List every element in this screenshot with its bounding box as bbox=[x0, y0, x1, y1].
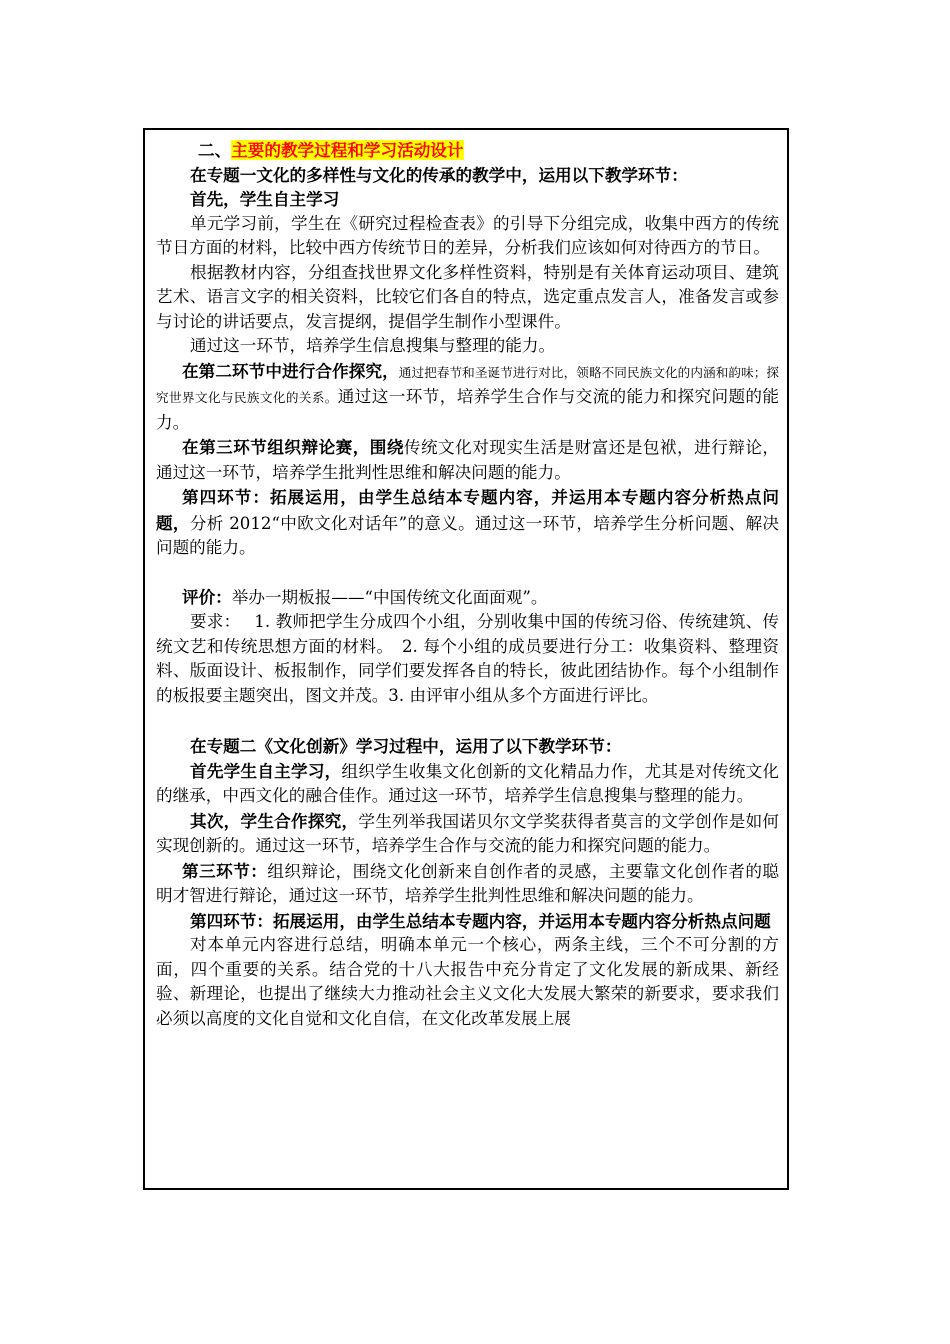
topic1-step1-paragraph-3: 通过这一环节，培养学生信息搜集与整理的能力。 bbox=[190, 336, 556, 355]
spacer bbox=[156, 708, 779, 734]
spacer bbox=[156, 561, 779, 585]
topic1-step4-rest: 分析 2012“中欧文化对话年”的意义。通过这一环节，培养学生分析问题、解决问题的能力。 bbox=[156, 513, 779, 557]
section-title bbox=[156, 138, 779, 163]
section-title-highlight: 主要的教学过程和学习活动设计 bbox=[231, 140, 464, 160]
topic1-step1-paragraph-2: 根据教材内容，分组查找世界文化多样性资料，特别是有关体育运动项目、建筑艺术、语言文字的相关资料，比较它们各自的特点，选定重点发言人，准备发言或参与讨论的讲话要点，发言提纲，提倡学生制作小型课件。 bbox=[156, 262, 779, 331]
section-number: 二、 bbox=[198, 140, 232, 160]
evaluation-text: 举办一期板报——“中国传统文化面面观”。 bbox=[231, 587, 548, 607]
topic1-step2-paragraph bbox=[156, 359, 779, 436]
topic2-step2-paragraph bbox=[156, 809, 779, 859]
topic2-step1-paragraph bbox=[156, 759, 779, 809]
requirements-paragraph: 要求： 1. 教师把学生分成四个小组，分别收集中国的传统习俗、传统建筑、传统文艺和传统思想方面的材料。 2. 每个小组的成员要进行分工：收集资料、整理资料、版面设计、板报制作，同学们要发挥各自的特长，彼此团结协作。每个小组制作的板报要主题突出，图文并茂。3. 由评审小组从多个方面进行评比。 bbox=[156, 612, 779, 705]
topic2-step3-rest: 组织辩论，围绕文化创新来自创作者的灵感，主要靠文化创作者的聪明才智进行辩论，通过这一环节，培养学生批判性思维和解决问题的能力。 bbox=[156, 861, 780, 905]
topic2-step2-heading: 其次，学生合作探究， bbox=[190, 810, 359, 831]
topic1-step2-rest: 通过这一环节，培养学生合作与交流的能力和探究问题的能力。 bbox=[156, 387, 780, 432]
topic1-step3-rest: 传统文化对现实生活是财富还是包袱，进行辩论，通过这一环节，培养学生批判性思维和解决问题的能力。 bbox=[156, 438, 780, 482]
topic2-step3-paragraph bbox=[156, 859, 779, 909]
topic1-step1-heading: 首先，学生自主学习 bbox=[190, 189, 340, 209]
topic2-intro: 在专题二《文化创新》学习过程中，运用了以下教学环节： bbox=[190, 736, 622, 756]
evaluation-label: 评价： bbox=[182, 586, 232, 607]
evaluation-paragraph bbox=[156, 585, 779, 611]
topic1-step4-heading: 第四环节：拓展运用，由学生总结本专题内容，并运用本专题内容分析热点问题， bbox=[156, 487, 779, 533]
topic2-step1-heading: 首先学生自主学习， bbox=[190, 760, 342, 781]
topic2-summary-paragraph: 对本单元内容进行总结，明确本单元一个核心，两条主线，三个不可分割的方面，四个重要的关系。结合党的十八大报告中充分肯定了文化发展的新成果、新经验、新理论，也提出了继续大力推动社会主义文化大发展大繁荣的新要求，要求我们必须以高度的文化自觉和文化自信，在文化改革发展上展 bbox=[156, 935, 779, 1028]
topic1-step3-heading: 在第三环节组织辩论赛，围绕 bbox=[182, 437, 404, 457]
topic1-step3-paragraph bbox=[156, 435, 779, 485]
topic1-step4-paragraph bbox=[156, 485, 779, 561]
topic2-step1-rest: 组织学生收集文化创新的文化精品力作，尤其是对传统文化的继承，中西文化的融合佳作。通过这一环节，培养学生信息搜集与整理的能力。 bbox=[156, 761, 780, 805]
topic1-intro: 在专题一文化的多样性与文化的传承的教学中，运用以下教学环节： bbox=[190, 164, 688, 185]
topic1-step1-paragraph-1: 单元学习前，学生在《研究过程检查表》的引导下分组完成，收集中西方的传统节日方面的材料，比较中西方传统节日的差异，分析我们应该如何对待西方的节日。 bbox=[156, 213, 779, 257]
document-frame bbox=[143, 128, 789, 1190]
topic1-step2-heading: 在第二环节中进行合作探究， bbox=[182, 360, 399, 381]
topic2-step4-heading: 第四环节：拓展运用，由学生总结本专题内容，并运用本专题内容分析热点问题 bbox=[190, 910, 771, 931]
topic2-step3-heading: 第三环节： bbox=[182, 860, 268, 881]
topic1-step2-detail: 通过把春节和圣诞节进行对比，领略不同民族文化的内涵和韵味；探究世界文化与民族文化的关系。 bbox=[156, 364, 780, 405]
topic2-step2-rest: 学生列举我国诺贝尔文学奖获得者莫言的文学创作是如何实现创新的。通过这一环节，培养学生合作与交流的能力和探究问题的能力。 bbox=[156, 811, 780, 855]
